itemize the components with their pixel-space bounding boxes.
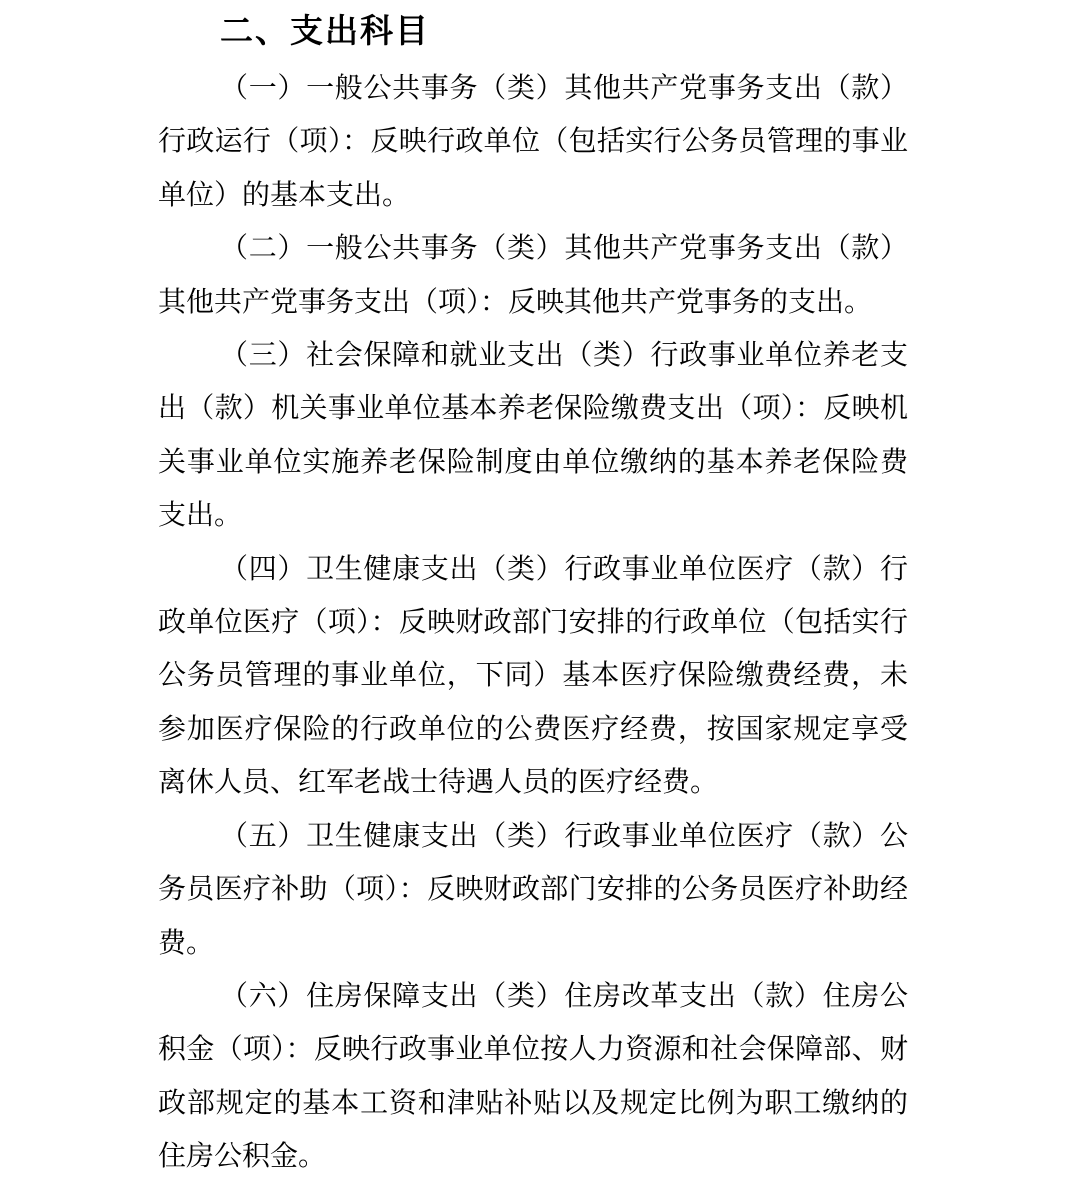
section-heading: 二、支出科目 xyxy=(220,12,430,49)
paragraph-expense-item-5: （五）卫生健康支出（类）行政事业单位医疗（款）公务员医疗补助（项）：反映财政部门安排的公务员医疗补助经费。 xyxy=(158,820,908,959)
paragraph-expense-item-4: （四）卫生健康支出（类）行政事业单位医疗（款）行政单位医疗（项）：反映财政部门安排的行政单位（包括实行公务员管理的事业单位，下同）基本医疗保险缴费经费，未参加医疗保险的行政单位的公费医疗经费，按国家规定享受离休人员、红军老战士待遇人员的医疗经费。 xyxy=(158,553,908,799)
paragraph-expense-item-3: （三）社会保障和就业支出（类）行政事业单位养老支出（款）机关事业单位基本养老保险缴费支出（项）：反映机关事业单位实施养老保险制度由单位缴纳的基本养老保险费支出。 xyxy=(158,340,908,532)
paragraph-expense-item-6: （六）住房保障支出（类）住房改革支出（款）住房公积金（项）：反映行政事业单位按人力资源和社会保障部、财政部规定的基本工资和津贴补贴以及规定比例为职工缴纳的住房公积金。 xyxy=(158,980,908,1173)
paragraph-expense-item-1: （一）一般公共事务（类）其他共产党事务支出（款）行政运行（项）：反映行政单位（包括实行公务员管理的事业单位）的基本支出。 xyxy=(158,73,908,211)
paragraph-expense-item-2: （二）一般公共事务（类）其他共产党事务支出（款）其他共产党事务支出（项）：反映其他共产党事务的支出。 xyxy=(158,233,908,318)
